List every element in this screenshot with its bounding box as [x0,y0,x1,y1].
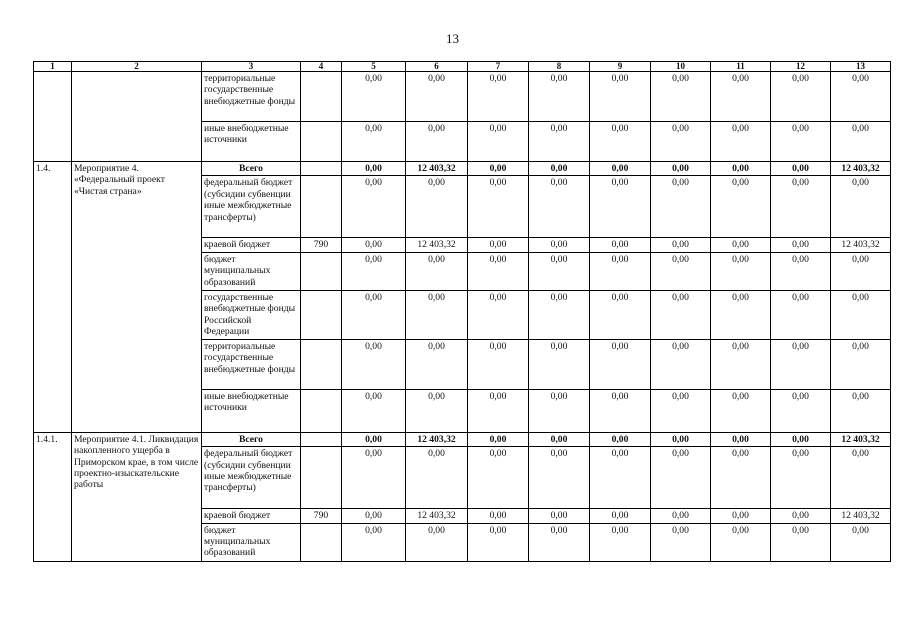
column-number: 7 [468,62,529,72]
amount-cell: 0,00 [651,339,711,389]
funding-source: территориальные государственные внебюджетные фонды [202,72,301,122]
amount-cell: 0,00 [711,290,771,339]
amount-cell: 0,00 [468,339,529,389]
amount-cell: 0,00 [590,339,651,389]
amount-cell: 0,00 [468,122,529,162]
column-number: 10 [651,62,711,72]
amount-cell: 0,00 [590,72,651,122]
amount-cell: 0,00 [831,122,891,162]
amount-cell: 12 403,32 [831,432,891,446]
amount-cell: 0,00 [711,122,771,162]
amount-cell: 12 403,32 [831,238,891,252]
funding-source: иные внебюджетные источники [202,122,301,162]
budget-code [301,447,342,509]
amount-cell: 0,00 [590,176,651,238]
amount-cell: 0,00 [771,447,831,509]
amount-cell: 0,00 [771,238,831,252]
amount-cell: 0,00 [590,252,651,290]
amount-cell: 0,00 [771,339,831,389]
amount-cell: 0,00 [711,238,771,252]
budget-code [301,72,342,122]
page-number: 13 [446,31,459,46]
amount-cell: 0,00 [831,389,891,432]
amount-cell: 0,00 [406,176,468,238]
amount-cell: 0,00 [590,238,651,252]
column-number: 8 [529,62,590,72]
amount-cell: 0,00 [590,122,651,162]
amount-cell: 0,00 [831,523,891,561]
funding-source: краевой бюджет [202,509,301,523]
amount-cell: 0,00 [771,122,831,162]
budget-code [301,122,342,162]
amount-cell: 0,00 [529,389,590,432]
amount-cell: 12 403,32 [831,509,891,523]
budget-code [301,176,342,238]
amount-cell: 0,00 [342,447,406,509]
amount-cell: 0,00 [771,162,831,176]
column-number: 5 [342,62,406,72]
budget-code [301,339,342,389]
amount-cell: 0,00 [651,252,711,290]
amount-cell: 0,00 [651,176,711,238]
amount-cell: 12 403,32 [406,238,468,252]
amount-cell: 0,00 [529,290,590,339]
amount-cell: 0,00 [342,432,406,446]
amount-cell: 0,00 [711,162,771,176]
funding-source: Всего [202,162,301,176]
amount-cell: 0,00 [529,447,590,509]
table-row [34,432,891,446]
amount-cell: 0,00 [529,176,590,238]
amount-cell: 0,00 [651,432,711,446]
budget-table [33,61,891,562]
amount-cell: 0,00 [771,290,831,339]
amount-cell: 0,00 [342,238,406,252]
measure-name [72,72,202,162]
budget-code [301,162,342,176]
amount-cell: 0,00 [468,523,529,561]
row-index [34,72,72,162]
amount-cell: 0,00 [406,290,468,339]
funding-source: территориальные государственные внебюджетные фонды [202,339,301,389]
amount-cell: 12 403,32 [406,432,468,446]
column-number: 11 [711,62,771,72]
amount-cell: 0,00 [529,72,590,122]
amount-cell: 0,00 [771,72,831,122]
amount-cell: 0,00 [406,72,468,122]
amount-cell: 0,00 [406,252,468,290]
column-number: 6 [406,62,468,72]
column-number: 3 [202,62,301,72]
amount-cell: 0,00 [342,72,406,122]
measure-name: Мероприятие 4.1. Ликвидация накопленного ущерба в Приморском крае, в том числе проектно-изыскательские работы [72,432,202,561]
amount-cell: 0,00 [771,523,831,561]
amount-cell: 0,00 [468,432,529,446]
amount-cell: 0,00 [468,162,529,176]
amount-cell: 0,00 [711,72,771,122]
amount-cell: 0,00 [529,432,590,446]
amount-cell: 0,00 [711,523,771,561]
amount-cell: 0,00 [342,290,406,339]
amount-cell: 0,00 [342,339,406,389]
amount-cell: 0,00 [342,389,406,432]
amount-cell: 0,00 [771,176,831,238]
amount-cell: 0,00 [831,339,891,389]
amount-cell: 0,00 [468,389,529,432]
amount-cell: 0,00 [711,509,771,523]
amount-cell: 0,00 [468,238,529,252]
amount-cell: 0,00 [831,176,891,238]
amount-cell: 0,00 [771,509,831,523]
amount-cell: 0,00 [651,509,711,523]
amount-cell: 0,00 [529,509,590,523]
amount-cell: 0,00 [529,162,590,176]
column-number: 9 [590,62,651,72]
amount-cell: 0,00 [651,122,711,162]
amount-cell: 0,00 [711,252,771,290]
funding-source: федеральный бюджет (субсидии субвенции иные межбюджетные трансферты) [202,176,301,238]
amount-cell: 0,00 [590,162,651,176]
amount-cell: 0,00 [406,339,468,389]
amount-cell: 0,00 [831,290,891,339]
table-row [34,72,891,122]
column-number: 4 [301,62,342,72]
amount-cell: 0,00 [342,509,406,523]
amount-cell: 0,00 [771,389,831,432]
amount-cell: 0,00 [590,290,651,339]
amount-cell: 0,00 [406,523,468,561]
amount-cell: 12 403,32 [406,162,468,176]
amount-cell: 0,00 [771,252,831,290]
amount-cell: 0,00 [711,389,771,432]
column-number-row [34,62,891,72]
amount-cell: 0,00 [651,290,711,339]
amount-cell: 0,00 [342,176,406,238]
amount-cell: 0,00 [342,252,406,290]
amount-cell: 0,00 [651,447,711,509]
amount-cell: 0,00 [831,72,891,122]
funding-source: бюджет муниципальных образований [202,252,301,290]
amount-cell: 0,00 [468,176,529,238]
funding-source: краевой бюджет [202,238,301,252]
amount-cell: 0,00 [529,238,590,252]
amount-cell: 0,00 [468,290,529,339]
amount-cell: 0,00 [342,162,406,176]
funding-source: государственные внебюджетные фонды Российской Федерации [202,290,301,339]
budget-code [301,432,342,446]
column-number: 13 [831,62,891,72]
budget-code: 790 [301,238,342,252]
amount-cell: 0,00 [468,72,529,122]
measure-name: Мероприятие 4. «Федеральный проект «Чистая страна» [72,162,202,433]
amount-cell: 0,00 [771,432,831,446]
amount-cell: 0,00 [590,432,651,446]
funding-source: федеральный бюджет (субсидии субвенции иные межбюджетные трансферты) [202,447,301,509]
amount-cell: 0,00 [406,122,468,162]
amount-cell: 0,00 [406,389,468,432]
budget-code [301,389,342,432]
amount-cell: 0,00 [711,447,771,509]
amount-cell: 0,00 [711,176,771,238]
budget-code [301,252,342,290]
amount-cell: 0,00 [651,162,711,176]
amount-cell: 0,00 [711,432,771,446]
column-number: 12 [771,62,831,72]
funding-source: Всего [202,432,301,446]
amount-cell: 0,00 [406,447,468,509]
table-row [34,162,891,176]
amount-cell: 0,00 [529,252,590,290]
amount-cell: 12 403,32 [831,162,891,176]
amount-cell: 0,00 [651,238,711,252]
amount-cell: 0,00 [590,389,651,432]
funding-source: бюджет муниципальных образований [202,523,301,561]
amount-cell: 0,00 [831,252,891,290]
amount-cell: 0,00 [468,447,529,509]
amount-cell: 0,00 [342,523,406,561]
amount-cell: 0,00 [651,389,711,432]
budget-code [301,523,342,561]
budget-code: 790 [301,509,342,523]
amount-cell: 0,00 [342,122,406,162]
row-index: 1.4. [34,162,72,433]
amount-cell: 0,00 [529,339,590,389]
amount-cell: 0,00 [468,509,529,523]
amount-cell: 0,00 [651,523,711,561]
amount-cell: 0,00 [651,72,711,122]
amount-cell: 0,00 [590,509,651,523]
amount-cell: 0,00 [590,447,651,509]
budget-code [301,290,342,339]
amount-cell: 0,00 [831,447,891,509]
amount-cell: 0,00 [468,252,529,290]
amount-cell: 0,00 [590,523,651,561]
column-number: 2 [72,62,202,72]
amount-cell: 0,00 [529,122,590,162]
column-number: 1 [34,62,72,72]
amount-cell: 12 403,32 [406,509,468,523]
funding-source: иные внебюджетные источники [202,389,301,432]
row-index: 1.4.1. [34,432,72,561]
amount-cell: 0,00 [711,339,771,389]
amount-cell: 0,00 [529,523,590,561]
